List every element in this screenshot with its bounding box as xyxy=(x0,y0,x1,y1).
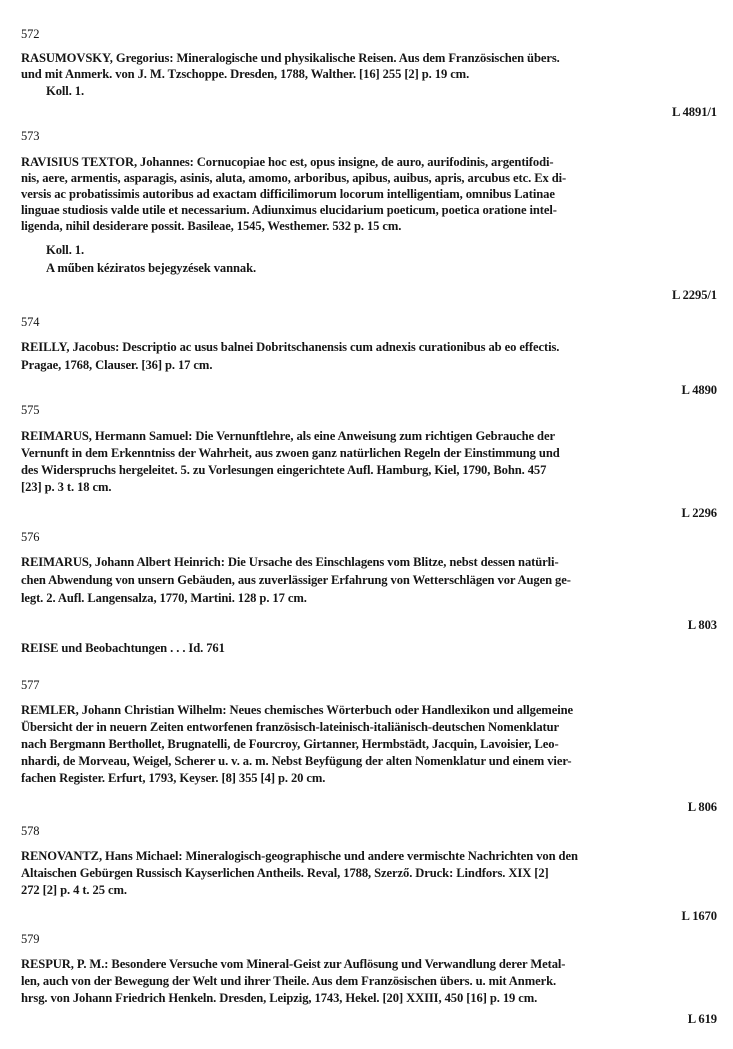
entry-note: A műben kéziratos bejegyzések vannak. xyxy=(46,261,257,275)
entry-signature: L 2296 xyxy=(681,506,717,520)
cross-reference: REISE und Beobachtungen . . . Id. 761 xyxy=(21,641,225,655)
entry-text-line: des Widerspruchs hergeleitet. 5. zu Vorlesungen eingerichtete Aufl. Hamburg, Kiel, 1790, Bohn. 457 xyxy=(21,463,547,477)
entry-text-line: Altaischen Gebürgen Russisch Kayserlichen Antheils. Reval, 1788, Szerző. Druck: Lindfors. XIX [2] xyxy=(21,866,549,880)
entry-number: 578 xyxy=(21,824,40,838)
entry-number: 576 xyxy=(21,530,40,544)
entry-text-line: und mit Anmerk. von J. M. Tzschoppe. Dresden, 1788, Walther. [16] 255 [2] p. 19 cm. xyxy=(21,67,470,81)
entry-text-line: [23] p. 3 t. 18 cm. xyxy=(21,480,112,494)
entry-signature: L 803 xyxy=(687,618,717,632)
entry-text-line: linguae studiosis valde utile et necessarium. Adiunximus elucidarium poeticum, poetica oratione intel- xyxy=(21,203,557,217)
entry-number: 572 xyxy=(21,27,40,41)
entry-number: 575 xyxy=(21,403,40,417)
entry-text-line: RAVISIUS TEXTOR, Johannes: Cornucopiae hoc est, opus insigne, de auro, aurifodinis, argentifodi- xyxy=(21,155,554,169)
entry-text-line: 272 [2] p. 4 t. 25 cm. xyxy=(21,883,127,897)
entry-text-line: chen Abwendung von unsern Gebäuden, aus zuverlässiger Erfahrung von Wetterschlägen vor Augen ge- xyxy=(21,573,571,587)
entry-note: Koll. 1. xyxy=(46,243,85,257)
entry-signature: L 2295/1 xyxy=(671,288,717,302)
entry-text-line: Pragae, 1768, Clauser. [36] p. 17 cm. xyxy=(21,358,213,372)
entry-text-line: hrsg. von Johann Friedrich Henkeln. Dresden, Leipzig, 1743, Hekel. [20] XXIII, 450 [16] p. 19 cm. xyxy=(21,991,538,1005)
entry-text-line: fachen Register. Erfurt, 1793, Keyser. [8] 355 [4] p. 20 cm. xyxy=(21,771,326,785)
entry-note: Koll. 1. xyxy=(46,84,85,98)
entry-text-line: nach Bergmann Berthollet, Brugnatelli, de Fourcroy, Girtanner, Hermbstädt, Jacquin, Lavoisier, Leo- xyxy=(21,737,559,751)
entry-signature: L 1670 xyxy=(681,909,717,923)
entry-text-line: len, auch von der Bewegung der Welt und ihrer Theile. Aus dem Französischen übers. u. mit Anmerk. xyxy=(21,974,557,988)
entry-text-line: REIMARUS, Hermann Samuel: Die Vernunftlehre, als eine Anweisung zum richtigen Gebrauche der xyxy=(21,429,555,443)
entry-text-line: REILLY, Jacobus: Descriptio ac usus balnei Dobritschanensis cum adnexis curationibus ab eo effectis. xyxy=(21,340,560,354)
entry-text-line: ligenda, nihil desiderare possit. Basileae, 1545, Westhemer. 532 p. 15 cm. xyxy=(21,219,402,233)
entry-number: 574 xyxy=(21,315,40,329)
entry-number: 579 xyxy=(21,932,40,946)
entry-text-line: RESPUR, P. M.: Besondere Versuche vom Mineral-Geist zur Auflösung und Verwandlung derer Metal- xyxy=(21,957,566,971)
entry-text-line: versis ac probatissimis autoribus ad exactam difficilimorum locorum intelligentiam, omnibus Latinae xyxy=(21,187,555,201)
entry-signature: L 619 xyxy=(687,1012,717,1026)
entry-number: 573 xyxy=(21,129,40,143)
entry-text-line: Vernunft in dem Erkenntniss der Wahrheit, aus zwoen ganz natürlichen Regeln der Einstimmung und xyxy=(21,446,560,460)
entry-text-line: nis, aere, armentis, asparagis, asinis, aluta, amomo, arboribus, apibus, auibus, apris, arcubus etc. Ex di- xyxy=(21,171,567,185)
entry-text-line: legt. 2. Aufl. Langensalza, 1770, Martini. 128 p. 17 cm. xyxy=(21,591,307,605)
entry-signature: L 806 xyxy=(687,800,717,814)
entry-text-line: nhardi, de Morveau, Weigel, Scherer u. v. a. m. Nebst Beyfügung der alten Nomenklatur und einem vier- xyxy=(21,754,572,768)
entry-signature: L 4891/1 xyxy=(671,105,717,119)
entry-text-line: REIMARUS, Johann Albert Heinrich: Die Ursache des Einschlagens vom Blitze, nebst dessen natürli- xyxy=(21,555,559,569)
entry-text-line: RASUMOVSKY, Gregorius: Mineralogische und physikalische Reisen. Aus dem Französischen übers. xyxy=(21,51,560,65)
entry-text-line: Übersicht der in neuern Zeiten entworfenen französisch-lateinisch-italiänisch-deutschen Nomenklatur xyxy=(21,720,560,734)
entry-text-line: RENOVANTZ, Hans Michael: Mineralogisch-geographische und andere vermischte Nachrichten von den xyxy=(21,849,578,863)
entry-number: 577 xyxy=(21,678,40,692)
entry-signature: L 4890 xyxy=(681,383,717,397)
entry-text-line: REMLER, Johann Christian Wilhelm: Neues chemisches Wörterbuch oder Handlexikon und allgemeine xyxy=(21,703,573,717)
